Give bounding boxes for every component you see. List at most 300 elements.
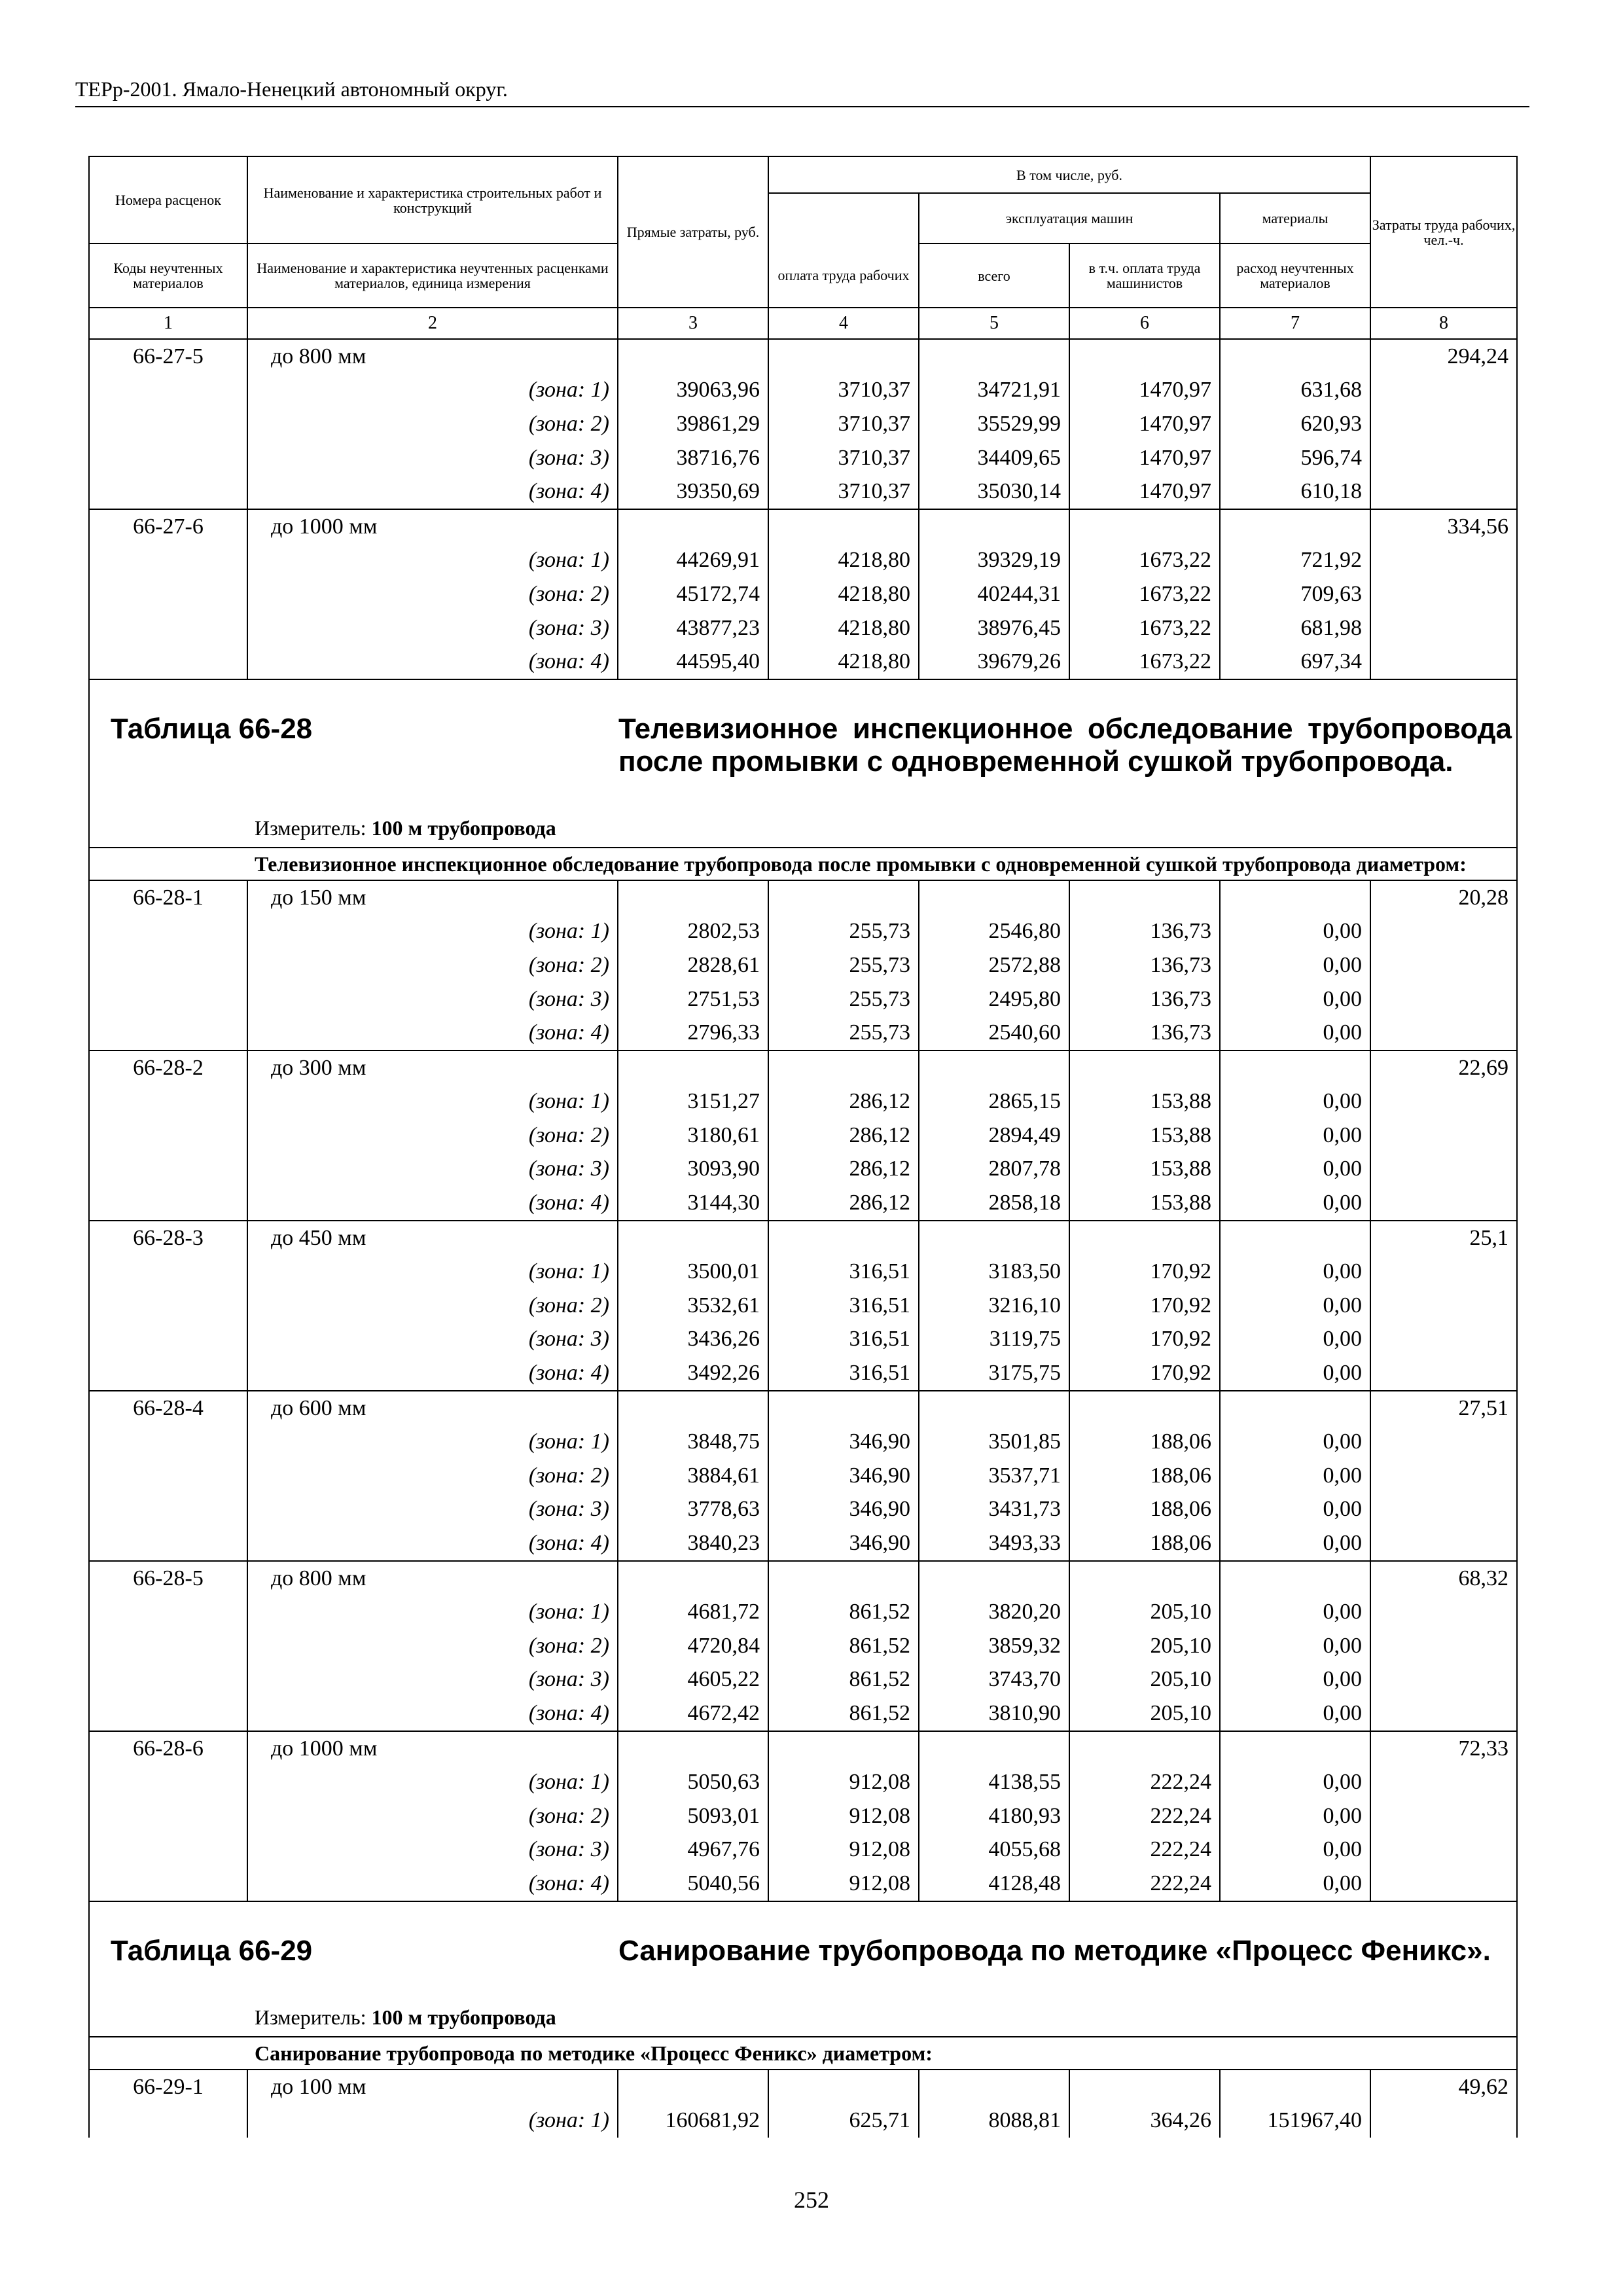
rate-code: 66-27-6 bbox=[89, 509, 247, 544]
rate-row bbox=[89, 880, 1517, 915]
worker-wage-cell: 346,90 bbox=[768, 1493, 919, 1527]
machines-total-cell: 3537,71 bbox=[919, 1459, 1069, 1493]
operator-wage-cell: 170,92 bbox=[1069, 1255, 1220, 1289]
operator-wage-cell: 153,88 bbox=[1069, 1119, 1220, 1153]
materials-cell: 0,00 bbox=[1220, 1799, 1370, 1833]
rate-name: до 1000 мм bbox=[247, 1731, 618, 1766]
rate-name: до 1000 мм bbox=[247, 509, 618, 544]
worker-wage-cell: 4218,80 bbox=[768, 544, 919, 578]
header-including: В том числе, руб. bbox=[768, 156, 1370, 193]
zone-label: (зона: 2) bbox=[247, 1799, 618, 1833]
zone-label: (зона: 2) bbox=[247, 1289, 618, 1323]
materials-cell: 0,00 bbox=[1220, 1526, 1370, 1561]
materials-cell: 0,00 bbox=[1220, 1085, 1370, 1119]
materials-cell: 0,00 bbox=[1220, 1459, 1370, 1493]
zone-row bbox=[89, 374, 1517, 408]
machines-total-cell: 35529,99 bbox=[919, 407, 1069, 441]
direct-costs-cell: 2751,53 bbox=[618, 982, 768, 1016]
materials-cell: 0,00 bbox=[1220, 1765, 1370, 1799]
direct-costs-cell: 4967,76 bbox=[618, 1833, 768, 1867]
zone-row bbox=[89, 2104, 1517, 2138]
materials-cell: 0,00 bbox=[1220, 1833, 1370, 1867]
machines-total-cell: 3216,10 bbox=[919, 1289, 1069, 1323]
zone-label: (зона: 3) bbox=[247, 1493, 618, 1527]
header-worker-wage: оплата труда рабочих bbox=[768, 243, 919, 308]
rate-code: 66-28-4 bbox=[89, 1391, 247, 1426]
machines-total-cell: 3183,50 bbox=[919, 1255, 1069, 1289]
zone-label: (зона: 1) bbox=[247, 374, 618, 408]
materials-cell: 0,00 bbox=[1220, 1153, 1370, 1187]
materials-cell: 0,00 bbox=[1220, 1595, 1370, 1629]
rate-row bbox=[89, 1050, 1517, 1085]
operator-wage-cell: 1470,97 bbox=[1069, 407, 1220, 441]
zone-label: (зона: 3) bbox=[247, 1833, 618, 1867]
zone-row bbox=[89, 982, 1517, 1016]
labor-cell: 49,62 bbox=[1370, 2070, 1517, 2104]
labor-cell: 27,51 bbox=[1370, 1391, 1517, 1426]
rate-name: до 100 мм bbox=[247, 2070, 618, 2104]
machines-total-cell: 2894,49 bbox=[919, 1119, 1069, 1153]
machines-total-cell: 34721,91 bbox=[919, 374, 1069, 408]
group-header: Санирование трубопровода по методике «Процесс Феникс» диаметром: bbox=[89, 2037, 1517, 2070]
column-number: 6 bbox=[1069, 308, 1220, 339]
zone-row bbox=[89, 1186, 1517, 1221]
header-blank bbox=[768, 193, 919, 243]
operator-wage-cell: 1470,97 bbox=[1069, 374, 1220, 408]
zone-label: (зона: 1) bbox=[247, 1255, 618, 1289]
worker-wage-cell: 3710,37 bbox=[768, 374, 919, 408]
worker-wage-cell: 346,90 bbox=[768, 1526, 919, 1561]
machines-total-cell: 8088,81 bbox=[919, 2104, 1069, 2138]
zone-row bbox=[89, 1799, 1517, 1833]
column-number: 3 bbox=[618, 308, 768, 339]
table-number: Таблица 66-29 bbox=[111, 1934, 313, 1967]
zone-row bbox=[89, 1867, 1517, 1901]
direct-costs-cell: 3436,26 bbox=[618, 1323, 768, 1357]
operator-wage-cell: 1673,22 bbox=[1069, 577, 1220, 611]
direct-costs-cell: 3144,30 bbox=[618, 1186, 768, 1221]
zone-row bbox=[89, 1085, 1517, 1119]
rate-code: 66-29-1 bbox=[89, 2070, 247, 2104]
table-title: Санирование трубопровода по методике «Процесс Феникс». bbox=[618, 1934, 1491, 1967]
zone-row bbox=[89, 1493, 1517, 1527]
materials-cell: 596,74 bbox=[1220, 441, 1370, 475]
worker-wage-cell: 346,90 bbox=[768, 1425, 919, 1459]
labor-cell: 72,33 bbox=[1370, 1731, 1517, 1766]
header-rate-numbers: Номера расценок bbox=[89, 156, 247, 243]
operator-wage-cell: 170,92 bbox=[1069, 1289, 1220, 1323]
materials-cell: 151967,40 bbox=[1220, 2104, 1370, 2138]
zone-label: (зона: 1) bbox=[247, 1425, 618, 1459]
machines-total-cell: 2572,88 bbox=[919, 948, 1069, 982]
rate-row bbox=[89, 339, 1517, 374]
operator-wage-cell: 188,06 bbox=[1069, 1459, 1220, 1493]
zone-row bbox=[89, 1289, 1517, 1323]
rate-code: 66-28-2 bbox=[89, 1050, 247, 1085]
materials-cell: 0,00 bbox=[1220, 982, 1370, 1016]
measure-label: Измеритель: bbox=[255, 816, 372, 840]
operator-wage-cell: 136,73 bbox=[1069, 915, 1220, 949]
direct-costs-cell: 3180,61 bbox=[618, 1119, 768, 1153]
worker-wage-cell: 316,51 bbox=[768, 1255, 919, 1289]
table-title: Телевизионное инспекционное обследование трубопровода после промывки с одновременной сушкой трубопровода. bbox=[618, 712, 1512, 778]
materials-cell: 0,00 bbox=[1220, 1867, 1370, 1901]
operator-wage-cell: 136,73 bbox=[1069, 948, 1220, 982]
table-body bbox=[89, 339, 1517, 2138]
zone-label: (зона: 2) bbox=[247, 577, 618, 611]
operator-wage-cell: 170,92 bbox=[1069, 1323, 1220, 1357]
machines-total-cell: 3859,32 bbox=[919, 1629, 1069, 1663]
table-title-block bbox=[90, 680, 1516, 847]
zone-row bbox=[89, 915, 1517, 949]
rate-row bbox=[89, 1561, 1517, 1596]
header-work-name: Наименование и характеристика строительных работ и конструкций bbox=[247, 156, 618, 243]
group-header-row bbox=[89, 2037, 1517, 2070]
zone-row bbox=[89, 1153, 1517, 1187]
machines-total-cell: 3810,90 bbox=[919, 1696, 1069, 1731]
rate-code: 66-27-5 bbox=[89, 339, 247, 374]
materials-cell: 0,00 bbox=[1220, 948, 1370, 982]
zone-label: (зона: 1) bbox=[247, 1595, 618, 1629]
zone-label: (зона: 1) bbox=[247, 544, 618, 578]
header-machines: эксплуатация машин bbox=[919, 193, 1220, 243]
zone-row bbox=[89, 1016, 1517, 1050]
header-labor-costs: Затраты труда рабочих, чел.-ч. bbox=[1370, 156, 1517, 308]
zone-label: (зона: 4) bbox=[247, 1016, 618, 1050]
worker-wage-cell: 912,08 bbox=[768, 1833, 919, 1867]
rate-code: 66-28-5 bbox=[89, 1561, 247, 1596]
zone-label: (зона: 4) bbox=[247, 475, 618, 509]
column-number: 8 bbox=[1370, 308, 1517, 339]
direct-costs-cell: 45172,74 bbox=[618, 577, 768, 611]
direct-costs-cell: 3778,63 bbox=[618, 1493, 768, 1527]
column-number: 1 bbox=[89, 308, 247, 339]
machines-total-cell: 3175,75 bbox=[919, 1356, 1069, 1391]
zone-label: (зона: 3) bbox=[247, 1323, 618, 1357]
operator-wage-cell: 188,06 bbox=[1069, 1526, 1220, 1561]
zone-label: (зона: 4) bbox=[247, 1526, 618, 1561]
materials-cell: 709,63 bbox=[1220, 577, 1370, 611]
zone-row bbox=[89, 1119, 1517, 1153]
operator-wage-cell: 364,26 bbox=[1069, 2104, 1220, 2138]
zone-row bbox=[89, 1595, 1517, 1629]
page-number: 252 bbox=[794, 2187, 829, 2213]
zone-row bbox=[89, 577, 1517, 611]
materials-cell: 681,98 bbox=[1220, 611, 1370, 645]
operator-wage-cell: 222,24 bbox=[1069, 1765, 1220, 1799]
machines-total-cell: 2495,80 bbox=[919, 982, 1069, 1016]
rate-name: до 600 мм bbox=[247, 1391, 618, 1426]
operator-wage-cell: 1673,22 bbox=[1069, 645, 1220, 679]
rate-name: до 150 мм bbox=[247, 880, 618, 915]
direct-costs-cell: 2828,61 bbox=[618, 948, 768, 982]
rate-name: до 800 мм bbox=[247, 1561, 618, 1596]
zone-row bbox=[89, 1459, 1517, 1493]
machines-total-cell: 3119,75 bbox=[919, 1323, 1069, 1357]
worker-wage-cell: 286,12 bbox=[768, 1186, 919, 1221]
operator-wage-cell: 188,06 bbox=[1069, 1493, 1220, 1527]
rate-name: до 300 мм bbox=[247, 1050, 618, 1085]
measure-unit bbox=[255, 816, 556, 840]
worker-wage-cell: 625,71 bbox=[768, 2104, 919, 2138]
zone-label: (зона: 3) bbox=[247, 1153, 618, 1187]
zone-row bbox=[89, 1526, 1517, 1561]
materials-cell: 0,00 bbox=[1220, 1629, 1370, 1663]
worker-wage-cell: 316,51 bbox=[768, 1356, 919, 1391]
worker-wage-cell: 3710,37 bbox=[768, 475, 919, 509]
direct-costs-cell: 3500,01 bbox=[618, 1255, 768, 1289]
labor-cell: 22,69 bbox=[1370, 1050, 1517, 1085]
zone-row bbox=[89, 1356, 1517, 1391]
machines-total-cell: 34409,65 bbox=[919, 441, 1069, 475]
worker-wage-cell: 861,52 bbox=[768, 1629, 919, 1663]
operator-wage-cell: 222,24 bbox=[1069, 1833, 1220, 1867]
materials-cell: 631,68 bbox=[1220, 374, 1370, 408]
zone-row bbox=[89, 441, 1517, 475]
worker-wage-cell: 4218,80 bbox=[768, 611, 919, 645]
rate-row bbox=[89, 1221, 1517, 1255]
operator-wage-cell: 222,24 bbox=[1069, 1799, 1220, 1833]
header-materials: материалы bbox=[1220, 193, 1370, 243]
operator-wage-cell: 1673,22 bbox=[1069, 611, 1220, 645]
zone-label: (зона: 3) bbox=[247, 982, 618, 1016]
operator-wage-cell: 222,24 bbox=[1069, 1867, 1220, 1901]
rate-row bbox=[89, 509, 1517, 544]
machines-total-cell: 4180,93 bbox=[919, 1799, 1069, 1833]
header-rule bbox=[75, 106, 1529, 107]
zone-label: (зона: 2) bbox=[247, 1119, 618, 1153]
zone-row bbox=[89, 1255, 1517, 1289]
labor-cell: 68,32 bbox=[1370, 1561, 1517, 1596]
machines-total-cell: 2865,15 bbox=[919, 1085, 1069, 1119]
labor-cell: 25,1 bbox=[1370, 1221, 1517, 1255]
operator-wage-cell: 136,73 bbox=[1069, 1016, 1220, 1050]
running-header: ТЕРр-2001. Ямало-Ненецкий автономный округ. bbox=[75, 77, 508, 101]
zone-row bbox=[89, 1663, 1517, 1697]
materials-cell: 0,00 bbox=[1220, 1356, 1370, 1391]
zone-label: (зона: 2) bbox=[247, 948, 618, 982]
direct-costs-cell: 43877,23 bbox=[618, 611, 768, 645]
direct-costs-cell: 3840,23 bbox=[618, 1526, 768, 1561]
machines-total-cell: 4138,55 bbox=[919, 1765, 1069, 1799]
worker-wage-cell: 912,08 bbox=[768, 1799, 919, 1833]
materials-cell: 0,00 bbox=[1220, 1425, 1370, 1459]
worker-wage-cell: 255,73 bbox=[768, 1016, 919, 1050]
materials-cell: 0,00 bbox=[1220, 1323, 1370, 1357]
operator-wage-cell: 1470,97 bbox=[1069, 475, 1220, 509]
worker-wage-cell: 3710,37 bbox=[768, 441, 919, 475]
worker-wage-cell: 255,73 bbox=[768, 948, 919, 982]
worker-wage-cell: 286,12 bbox=[768, 1153, 919, 1187]
worker-wage-cell: 286,12 bbox=[768, 1085, 919, 1119]
zone-label: (зона: 3) bbox=[247, 611, 618, 645]
worker-wage-cell: 861,52 bbox=[768, 1595, 919, 1629]
direct-costs-cell: 2796,33 bbox=[618, 1016, 768, 1050]
zone-row bbox=[89, 407, 1517, 441]
zone-label: (зона: 1) bbox=[247, 915, 618, 949]
table-header bbox=[89, 156, 1517, 339]
direct-costs-cell: 5093,01 bbox=[618, 1799, 768, 1833]
table-title-block bbox=[90, 1902, 1516, 2036]
zone-row bbox=[89, 1425, 1517, 1459]
machines-total-cell: 2546,80 bbox=[919, 915, 1069, 949]
zone-row bbox=[89, 475, 1517, 509]
operator-wage-cell: 205,10 bbox=[1069, 1663, 1220, 1697]
zone-label: (зона: 2) bbox=[247, 407, 618, 441]
zone-label: (зона: 2) bbox=[247, 1629, 618, 1663]
zone-row bbox=[89, 1765, 1517, 1799]
worker-wage-cell: 4218,80 bbox=[768, 645, 919, 679]
labor-cell: 294,24 bbox=[1370, 339, 1517, 374]
column-number: 7 bbox=[1220, 308, 1370, 339]
worker-wage-cell: 255,73 bbox=[768, 982, 919, 1016]
header-unaccounted-materials: расход неучтенных материалов bbox=[1220, 243, 1370, 308]
zone-label: (зона: 1) bbox=[247, 1085, 618, 1119]
direct-costs-cell: 3492,26 bbox=[618, 1356, 768, 1391]
machines-total-cell: 38976,45 bbox=[919, 611, 1069, 645]
direct-costs-cell: 3151,27 bbox=[618, 1085, 768, 1119]
zone-label: (зона: 4) bbox=[247, 1186, 618, 1221]
direct-costs-cell: 4672,42 bbox=[618, 1696, 768, 1731]
machines-total-cell: 39679,26 bbox=[919, 645, 1069, 679]
machines-total-cell: 4128,48 bbox=[919, 1867, 1069, 1901]
direct-costs-cell: 3093,90 bbox=[618, 1153, 768, 1187]
operator-wage-cell: 1673,22 bbox=[1069, 544, 1220, 578]
zone-row bbox=[89, 948, 1517, 982]
worker-wage-cell: 346,90 bbox=[768, 1459, 919, 1493]
header-material-names: Наименование и характеристика неучтенных расценками материалов, единица измерения bbox=[247, 243, 618, 308]
machines-total-cell: 2540,60 bbox=[919, 1016, 1069, 1050]
materials-cell: 0,00 bbox=[1220, 1663, 1370, 1697]
rates-table bbox=[88, 156, 1518, 2138]
zone-label: (зона: 3) bbox=[247, 1663, 618, 1697]
zone-row bbox=[89, 544, 1517, 578]
direct-costs-cell: 160681,92 bbox=[618, 2104, 768, 2138]
direct-costs-cell: 5050,63 bbox=[618, 1765, 768, 1799]
rate-row bbox=[89, 1731, 1517, 1766]
materials-cell: 0,00 bbox=[1220, 1016, 1370, 1050]
worker-wage-cell: 861,52 bbox=[768, 1663, 919, 1697]
rate-code: 66-28-1 bbox=[89, 880, 247, 915]
worker-wage-cell: 3710,37 bbox=[768, 407, 919, 441]
materials-cell: 0,00 bbox=[1220, 915, 1370, 949]
operator-wage-cell: 188,06 bbox=[1069, 1425, 1220, 1459]
materials-cell: 0,00 bbox=[1220, 1119, 1370, 1153]
rate-code: 66-28-6 bbox=[89, 1731, 247, 1766]
rate-code: 66-28-3 bbox=[89, 1221, 247, 1255]
machines-total-cell: 40244,31 bbox=[919, 577, 1069, 611]
measure-unit bbox=[255, 2005, 556, 2030]
direct-costs-cell: 2802,53 bbox=[618, 915, 768, 949]
measure-value: 100 м трубопровода bbox=[371, 2005, 556, 2029]
zone-row bbox=[89, 645, 1517, 679]
materials-cell: 0,00 bbox=[1220, 1493, 1370, 1527]
machines-total-cell: 35030,14 bbox=[919, 475, 1069, 509]
header-machines-total: всего bbox=[919, 243, 1069, 308]
header-operator-wage: в т.ч. оплата труда машинистов bbox=[1069, 243, 1220, 308]
direct-costs-cell: 44269,91 bbox=[618, 544, 768, 578]
direct-costs-cell: 38716,76 bbox=[618, 441, 768, 475]
operator-wage-cell: 205,10 bbox=[1069, 1629, 1220, 1663]
operator-wage-cell: 153,88 bbox=[1069, 1085, 1220, 1119]
worker-wage-cell: 316,51 bbox=[768, 1323, 919, 1357]
zone-row bbox=[89, 1833, 1517, 1867]
zone-label: (зона: 4) bbox=[247, 1867, 618, 1901]
table-title-row bbox=[89, 679, 1517, 848]
direct-costs-cell: 39350,69 bbox=[618, 475, 768, 509]
worker-wage-cell: 286,12 bbox=[768, 1119, 919, 1153]
operator-wage-cell: 205,10 bbox=[1069, 1696, 1220, 1731]
worker-wage-cell: 861,52 bbox=[768, 1696, 919, 1731]
zone-label: (зона: 2) bbox=[247, 1459, 618, 1493]
worker-wage-cell: 4218,80 bbox=[768, 577, 919, 611]
direct-costs-cell: 39063,96 bbox=[618, 374, 768, 408]
materials-cell: 721,92 bbox=[1220, 544, 1370, 578]
direct-costs-cell: 3884,61 bbox=[618, 1459, 768, 1493]
machines-total-cell: 39329,19 bbox=[919, 544, 1069, 578]
labor-cell: 334,56 bbox=[1370, 509, 1517, 544]
operator-wage-cell: 170,92 bbox=[1069, 1356, 1220, 1391]
direct-costs-cell: 5040,56 bbox=[618, 1867, 768, 1901]
operator-wage-cell: 1470,97 bbox=[1069, 441, 1220, 475]
operator-wage-cell: 153,88 bbox=[1069, 1186, 1220, 1221]
worker-wage-cell: 316,51 bbox=[768, 1289, 919, 1323]
zone-label: (зона: 4) bbox=[247, 645, 618, 679]
direct-costs-cell: 44595,40 bbox=[618, 645, 768, 679]
zone-label: (зона: 1) bbox=[247, 2104, 618, 2138]
rate-row bbox=[89, 2070, 1517, 2104]
table-title-row bbox=[89, 1901, 1517, 2037]
zone-row bbox=[89, 1323, 1517, 1357]
machines-total-cell: 3743,70 bbox=[919, 1663, 1069, 1697]
direct-costs-cell: 39861,29 bbox=[618, 407, 768, 441]
machines-total-cell: 4055,68 bbox=[919, 1833, 1069, 1867]
group-header: Телевизионное инспекционное обследование трубопровода после промывки с одновременной сушкой трубопровода диаметром: bbox=[89, 848, 1517, 880]
direct-costs-cell: 4720,84 bbox=[618, 1629, 768, 1663]
header-material-codes: Коды неучтенных материалов bbox=[89, 243, 247, 308]
header-direct-costs: Прямые затраты, руб. bbox=[618, 156, 768, 308]
zone-label: (зона: 4) bbox=[247, 1356, 618, 1391]
direct-costs-cell: 3848,75 bbox=[618, 1425, 768, 1459]
machines-total-cell: 3431,73 bbox=[919, 1493, 1069, 1527]
machines-total-cell: 2858,18 bbox=[919, 1186, 1069, 1221]
materials-cell: 0,00 bbox=[1220, 1696, 1370, 1731]
worker-wage-cell: 912,08 bbox=[768, 1765, 919, 1799]
zone-row bbox=[89, 611, 1517, 645]
rate-name: до 450 мм bbox=[247, 1221, 618, 1255]
operator-wage-cell: 136,73 bbox=[1069, 982, 1220, 1016]
direct-costs-cell: 4681,72 bbox=[618, 1595, 768, 1629]
materials-cell: 0,00 bbox=[1220, 1186, 1370, 1221]
materials-cell: 610,18 bbox=[1220, 475, 1370, 509]
operator-wage-cell: 205,10 bbox=[1069, 1595, 1220, 1629]
machines-total-cell: 3493,33 bbox=[919, 1526, 1069, 1561]
column-number: 2 bbox=[247, 308, 618, 339]
materials-cell: 0,00 bbox=[1220, 1255, 1370, 1289]
zone-row bbox=[89, 1696, 1517, 1731]
machines-total-cell: 2807,78 bbox=[919, 1153, 1069, 1187]
direct-costs-cell: 4605,22 bbox=[618, 1663, 768, 1697]
operator-wage-cell: 153,88 bbox=[1069, 1153, 1220, 1187]
direct-costs-cell: 3532,61 bbox=[618, 1289, 768, 1323]
worker-wage-cell: 912,08 bbox=[768, 1867, 919, 1901]
materials-cell: 620,93 bbox=[1220, 407, 1370, 441]
measure-label: Измеритель: bbox=[255, 2005, 372, 2029]
column-number: 5 bbox=[919, 308, 1069, 339]
measure-value: 100 м трубопровода bbox=[371, 816, 556, 840]
column-number: 4 bbox=[768, 308, 919, 339]
rate-row bbox=[89, 1391, 1517, 1426]
